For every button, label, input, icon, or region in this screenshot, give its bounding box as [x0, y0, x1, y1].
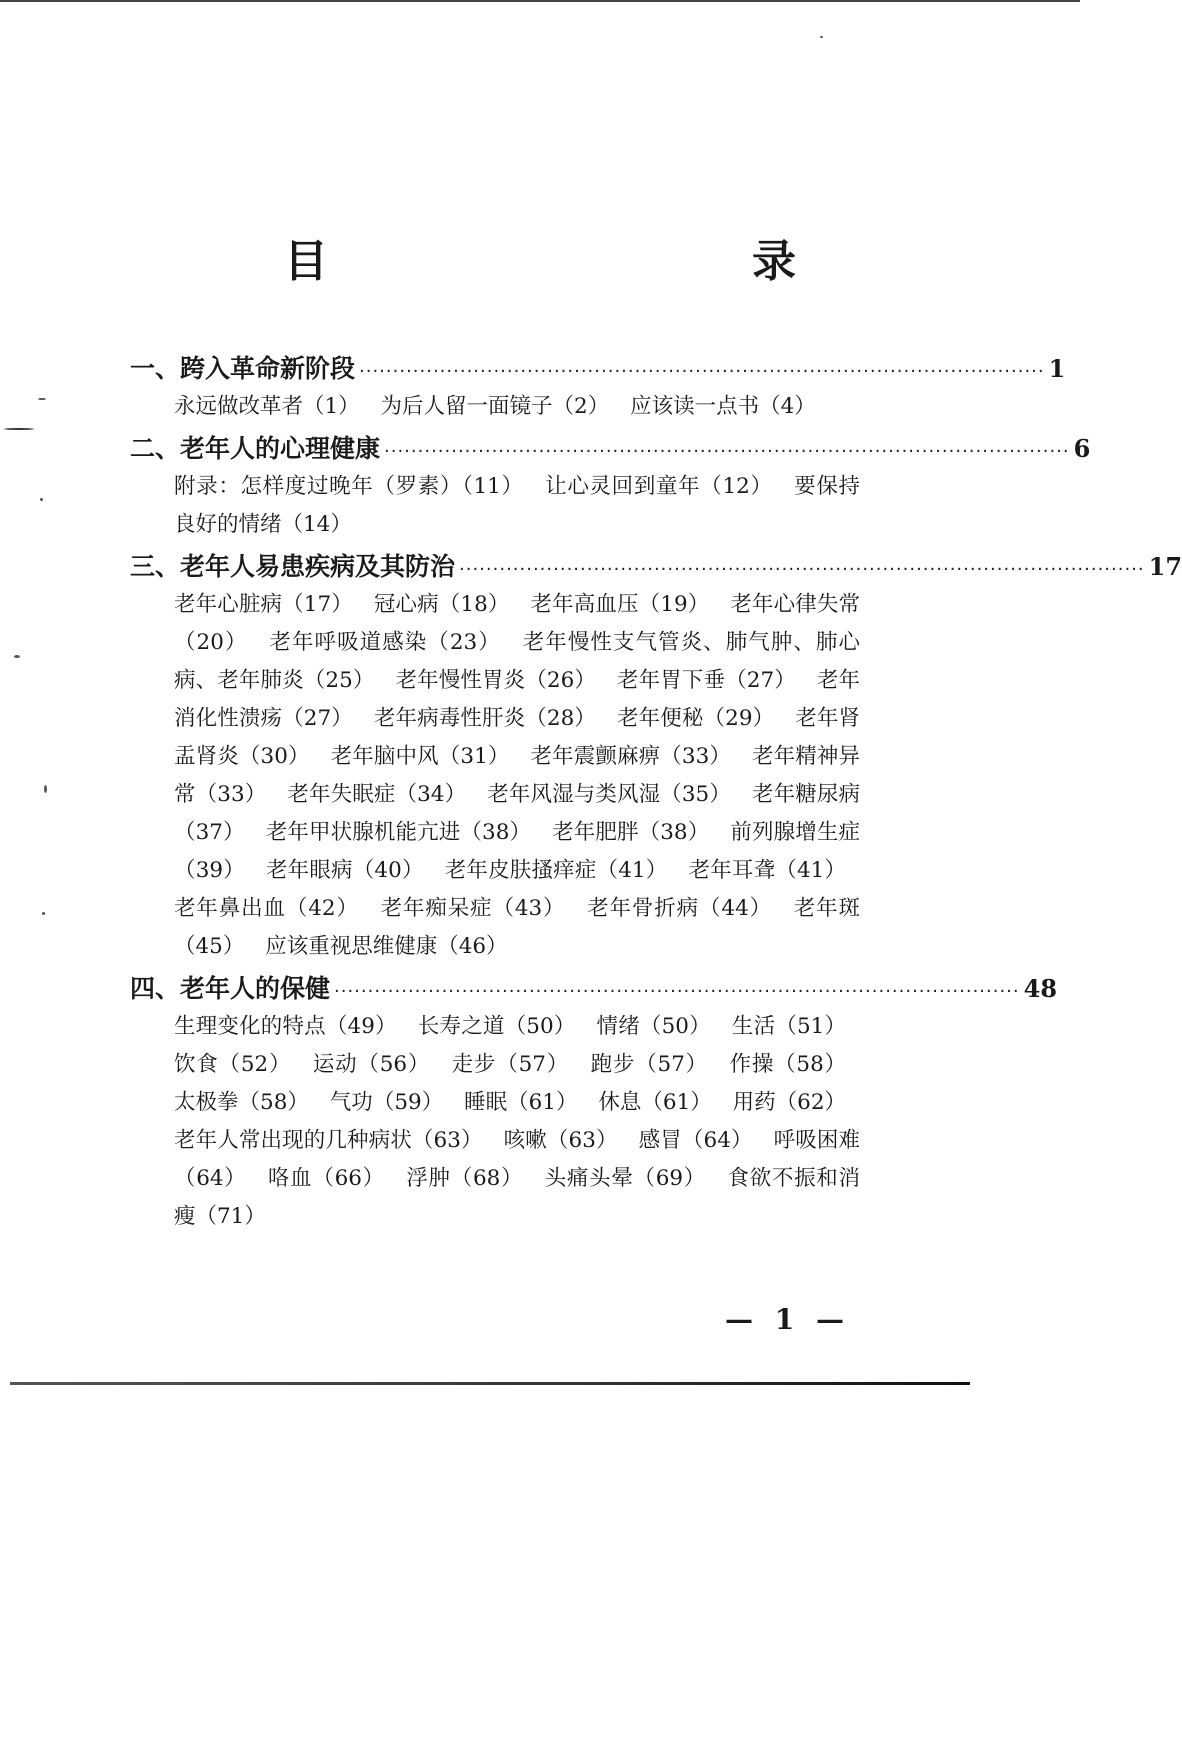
toc-entry[interactable]: 老年失眠症（34）	[287, 782, 467, 807]
scan-speck	[44, 785, 47, 793]
toc-entry[interactable]: 老年肾盂肾炎（30）	[174, 706, 860, 769]
toc-entry[interactable]: 老年震颤麻痹（33）	[530, 744, 732, 769]
toc-chapter-4[interactable]	[130, 970, 1058, 1008]
toc-entry[interactable]: 头痛头晕（69）	[544, 1166, 706, 1191]
toc-entry[interactable]: 作操（58）	[729, 1052, 847, 1077]
toc-entry[interactable]: 睡眠（61）	[464, 1090, 578, 1115]
toc-entry[interactable]: 前列腺增生症（39）	[174, 820, 860, 883]
toc-entry[interactable]: 应该重视思维健康（46）	[265, 934, 508, 959]
toc-entry[interactable]: 老年精神异常（33）	[174, 744, 861, 807]
toc-entry[interactable]: 老年痴呆症（43）	[380, 896, 566, 921]
toc-entry[interactable]: 老年消化性溃疡（27）	[174, 668, 861, 731]
page-folio: — 1 —	[725, 1303, 850, 1336]
toc-entry[interactable]: 老年便秘（29）	[617, 706, 775, 731]
toc-entry[interactable]: 老年骨折病（44）	[587, 896, 773, 921]
toc-entry[interactable]: 冠心病（18）	[373, 592, 510, 617]
toc-entry[interactable]: 老年呼吸道感染（23）	[269, 630, 501, 655]
toc-entry[interactable]: 老年慢性支气管炎、肺气肿、肺心病、老年肺炎（25）	[174, 630, 860, 693]
toc-entry[interactable]: 运动（56）	[312, 1052, 431, 1077]
toc-entry[interactable]: 感冒（64）	[638, 1128, 753, 1153]
chapter-entries	[174, 1008, 860, 1236]
toc-entry[interactable]: 休息（61）	[598, 1090, 712, 1115]
scan-speck	[14, 655, 20, 658]
toc-entry[interactable]: 老年病毒性肝炎（28）	[373, 706, 597, 731]
toc-entry[interactable]: 老年脑中风（31）	[330, 744, 510, 769]
toc-entry[interactable]: 走步（57）	[451, 1052, 570, 1077]
toc-entry[interactable]: 老年糖尿病（37）	[174, 782, 860, 845]
chapter-title: 三、老年人易患疾病及其防治	[130, 552, 456, 581]
dot-leader: ······································································································	[459, 559, 1145, 580]
toc-entry[interactable]: 老年斑（45）	[174, 896, 860, 959]
chapter-title: 二、老年人的心理健康	[130, 434, 381, 463]
toc-entry[interactable]: 附录：怎样度过晚年（罗素）（11）	[174, 474, 524, 499]
toc-chapter-2[interactable]	[130, 430, 1091, 468]
top-edge-line	[0, 0, 1080, 2]
toc-entry[interactable]: 老年高血压（19）	[530, 592, 710, 617]
toc-entry[interactable]: 生理变化的特点（49）	[174, 1014, 397, 1039]
chapter-title: 四、老年人的保健	[130, 974, 331, 1003]
toc-entry[interactable]: 要保持良好的情绪（14）	[174, 474, 860, 537]
chapter-entries	[174, 388, 860, 426]
toc-entry[interactable]: 让心灵回到童年（12）	[545, 474, 773, 499]
toc-entry[interactable]: 永远做改革者（1）	[174, 394, 360, 419]
chapter-page-number: 48	[1023, 974, 1058, 1003]
toc-entry[interactable]: 情绪（50）	[596, 1014, 711, 1039]
table-of-contents	[130, 350, 1182, 1240]
toc-entry[interactable]: 老年皮肤搔痒症（41）	[444, 858, 668, 883]
toc-entry[interactable]: 老年胃下垂（27）	[617, 668, 796, 693]
toc-entry[interactable]: 老年耳聋（41）	[688, 858, 847, 883]
scan-speck	[4, 428, 34, 430]
toc-entry[interactable]: 老年风湿与类风湿（35）	[487, 782, 731, 807]
toc-entry[interactable]: 老年肥胖（38）	[552, 820, 710, 845]
scan-speck	[40, 498, 43, 501]
bottom-rule	[10, 1382, 970, 1385]
toc-entry[interactable]: 为后人留一面镜子（2）	[380, 394, 610, 419]
chapter-page-number: 6	[1073, 434, 1091, 463]
toc-entry[interactable]: 浮肿（68）	[406, 1166, 524, 1191]
dot-leader: ······································································································	[359, 361, 1045, 382]
chapter-page-number: 1	[1048, 354, 1066, 383]
toc-entry[interactable]: 太极拳（58）	[174, 1090, 309, 1115]
toc-chapter-1[interactable]	[130, 350, 1066, 388]
toc-entry[interactable]: 气功（59）	[329, 1090, 444, 1115]
scan-speck	[820, 36, 823, 38]
chapter-page-number: 17	[1148, 552, 1182, 581]
toc-entry[interactable]: 老年眼病（40）	[265, 858, 424, 883]
toc-entry[interactable]: 咯血（66）	[267, 1166, 385, 1191]
toc-entry[interactable]: 老年慢性胃炎（26）	[395, 668, 597, 693]
toc-entry[interactable]: 老年心律失常（20）	[174, 592, 861, 655]
toc-entry[interactable]: 老年鼻出血（42）	[174, 896, 359, 921]
toc-entry[interactable]: 呼吸困难（64）	[174, 1128, 860, 1191]
toc-chapter-3[interactable]	[130, 548, 1182, 586]
chapter-entries	[174, 468, 860, 544]
toc-entry[interactable]: 老年人常出现的几种病状（63）	[174, 1128, 483, 1153]
toc-entry[interactable]: 跑步（57）	[590, 1052, 708, 1077]
toc-entry[interactable]: 长寿之道（50）	[417, 1014, 576, 1039]
page-title: 目 录	[284, 236, 908, 287]
dot-leader: ······································································································	[384, 441, 1070, 462]
toc-entry[interactable]: 用药（62）	[732, 1090, 847, 1115]
toc-entry[interactable]: 应该读一点书（4）	[630, 394, 816, 419]
toc-entry[interactable]: 老年心脏病（17）	[174, 592, 353, 617]
chapter-title: 一、跨入革命新阶段	[130, 354, 356, 383]
toc-entry[interactable]: 咳嗽（63）	[503, 1128, 618, 1153]
scan-speck	[38, 398, 46, 400]
scan-speck	[42, 912, 45, 915]
toc-entry[interactable]: 生活（51）	[731, 1014, 847, 1039]
dot-leader: ······································································································	[334, 981, 1020, 1002]
toc-entry[interactable]: 食欲不振和消瘦（71）	[174, 1166, 860, 1229]
toc-entry[interactable]: 饮食（52）	[174, 1052, 292, 1077]
chapter-entries	[174, 586, 860, 966]
toc-entry[interactable]: 老年甲状腺机能亢进（38）	[265, 820, 532, 845]
